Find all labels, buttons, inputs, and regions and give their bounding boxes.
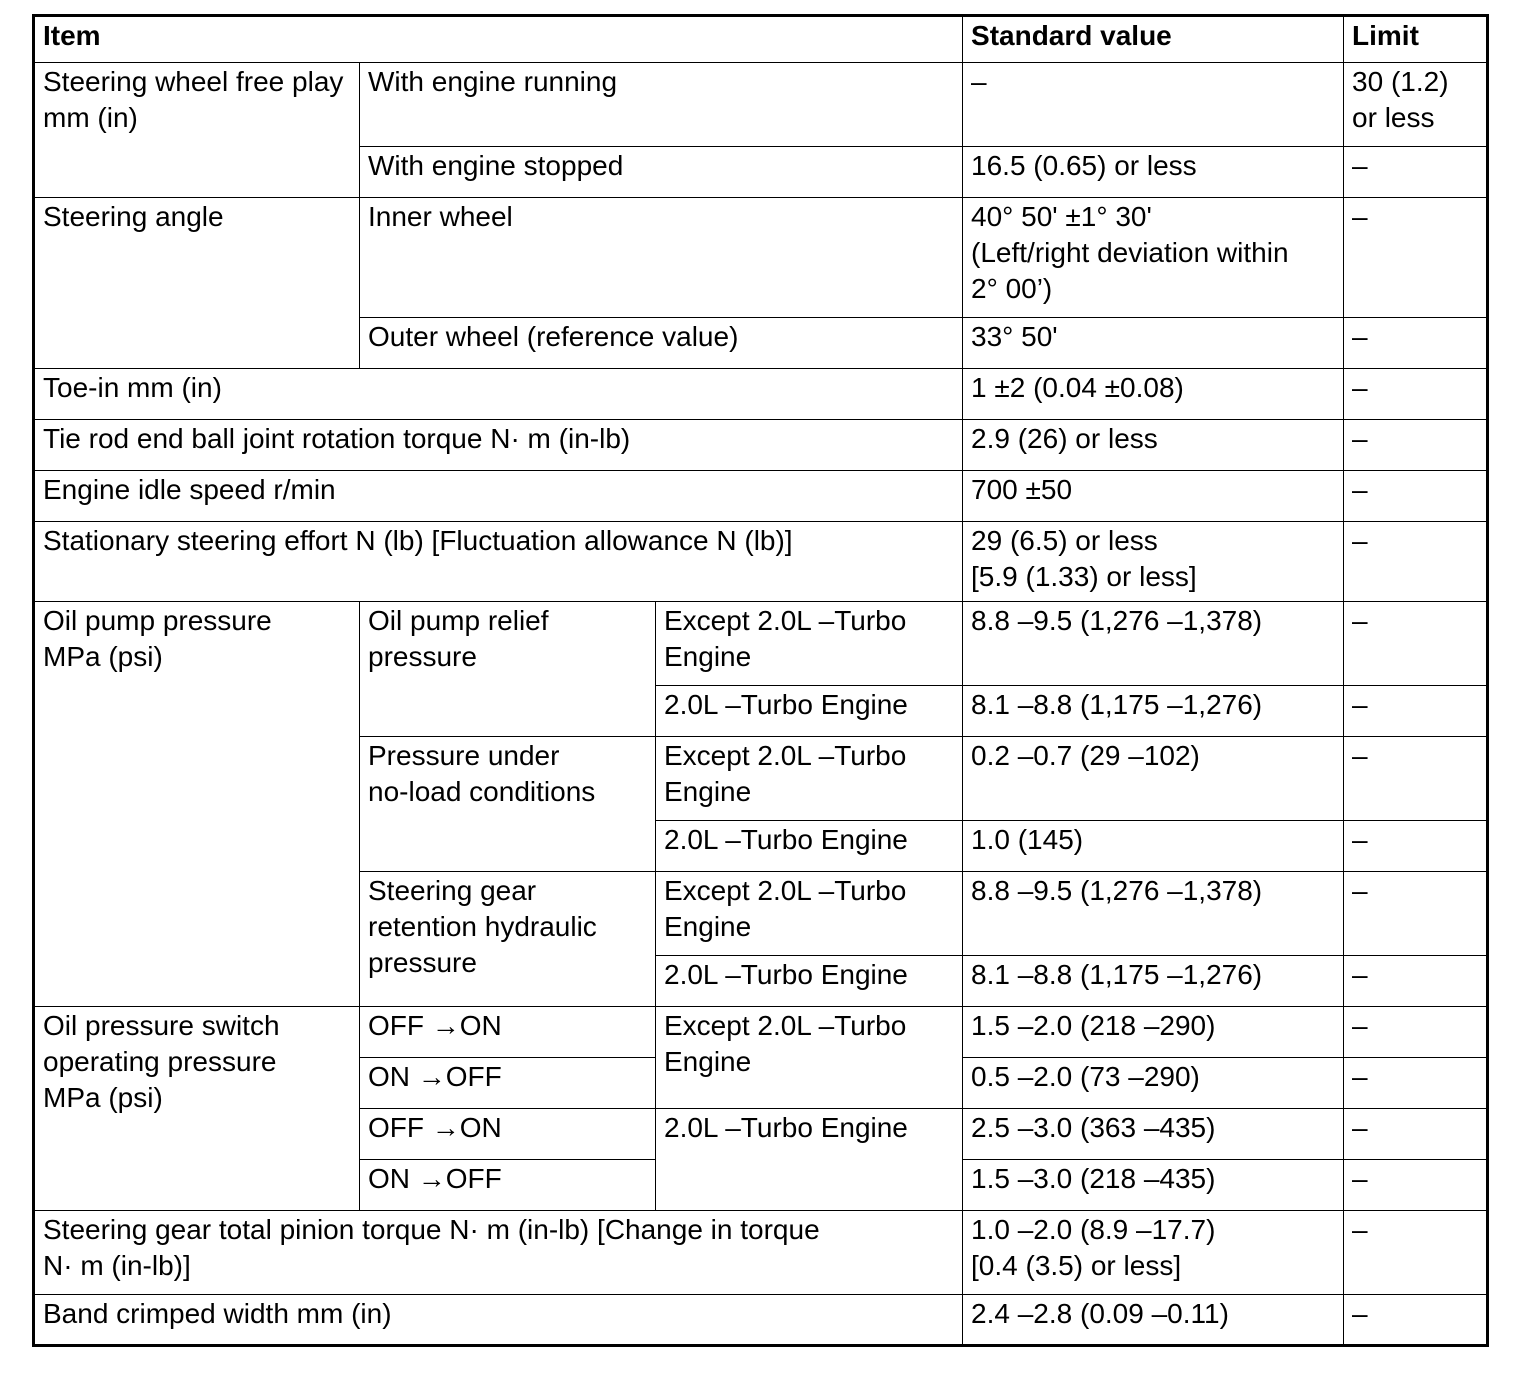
limit-value: – <box>1344 147 1488 198</box>
sub-item-no-load-pressure: Pressure under no-load conditions <box>360 737 656 872</box>
standard-value: 40° 50' ±1° 30' (Left/right deviation within 2° 00’) <box>963 198 1344 318</box>
limit-value: – <box>1344 198 1488 318</box>
table-row <box>34 1295 1488 1346</box>
item-tie-rod-torque: Tie rod end ball joint rotation torque N· m (in-lb) <box>34 420 963 471</box>
sub-item-relief-pressure: Oil pump relief pressure <box>360 602 656 737</box>
engine-except-turbo: Except 2.0L –Turbo Engine <box>656 737 963 821</box>
standard-value: 1.5 –3.0 (218 –435) <box>963 1160 1344 1211</box>
standard-value: 16.5 (0.65) or less <box>963 147 1344 198</box>
engine-turbo: 2.0L –Turbo Engine <box>656 956 963 1007</box>
item-band-crimped-width: Band crimped width mm (in) <box>34 1295 963 1346</box>
limit-value: – <box>1344 1160 1488 1211</box>
item-toe-in: Toe-in mm (in) <box>34 369 963 420</box>
standard-value: 8.1 –8.8 (1,175 –1,276) <box>963 686 1344 737</box>
limit-value: – <box>1344 686 1488 737</box>
engine-turbo: 2.0L –Turbo Engine <box>656 821 963 872</box>
limit-value: – <box>1344 872 1488 956</box>
standard-value: 2.5 –3.0 (363 –435) <box>963 1109 1344 1160</box>
item-steering-effort: Stationary steering effort N (lb) [Fluctuation allowance N (lb)] <box>34 522 963 602</box>
switch-off-to-on: OFF →ON <box>360 1109 656 1160</box>
standard-value: 8.8 –9.5 (1,276 –1,378) <box>963 872 1344 956</box>
standard-value: 0.5 –2.0 (73 –290) <box>963 1058 1344 1109</box>
standard-value: 1.0 –2.0 (8.9 –17.7) [0.4 (3.5) or less] <box>963 1211 1344 1295</box>
limit-value: – <box>1344 1007 1488 1058</box>
standard-value: 8.8 –9.5 (1,276 –1,378) <box>963 602 1344 686</box>
engine-except-turbo: Except 2.0L –Turbo Engine <box>656 872 963 956</box>
item-steering-angle: Steering angle <box>34 198 360 369</box>
standard-value: 1 ±2 (0.04 ±0.08) <box>963 369 1344 420</box>
limit-value: – <box>1344 602 1488 686</box>
standard-value: – <box>963 63 1344 147</box>
limit-value: – <box>1344 956 1488 1007</box>
limit-value: – <box>1344 821 1488 872</box>
item-oil-pressure-switch: Oil pressure switch operating pressure MPa (psi) <box>34 1007 360 1211</box>
item-oil-pump-pressure: Oil pump pressure MPa (psi) <box>34 602 360 1007</box>
sub-item-retention-pressure: Steering gear retention hydraulic pressure <box>360 872 656 1007</box>
limit-value: – <box>1344 1295 1488 1346</box>
engine-except-turbo: Except 2.0L –Turbo Engine <box>656 602 963 686</box>
sub-item-outer-wheel: Outer wheel (reference value) <box>360 318 963 369</box>
header-row <box>34 16 1488 63</box>
item-pinion-torque: Steering gear total pinion torque N· m (in-lb) [Change in torque N· m (in-lb)] <box>34 1211 963 1295</box>
table-row <box>34 198 1488 318</box>
limit-value: 30 (1.2) or less <box>1344 63 1488 147</box>
header-standard-value: Standard value <box>963 16 1344 63</box>
limit-value: – <box>1344 1058 1488 1109</box>
limit-value: – <box>1344 1211 1488 1295</box>
standard-value: 1.0 (145) <box>963 821 1344 872</box>
table-row <box>34 522 1488 602</box>
engine-except-turbo: Except 2.0L –Turbo Engine <box>656 1007 963 1109</box>
table-row <box>34 1211 1488 1295</box>
limit-value: – <box>1344 369 1488 420</box>
header-limit: Limit <box>1344 16 1488 63</box>
standard-value: 8.1 –8.8 (1,175 –1,276) <box>963 956 1344 1007</box>
sub-item-engine-running: With engine running <box>360 63 963 147</box>
sub-item-engine-stopped: With engine stopped <box>360 147 963 198</box>
standard-value: 0.2 –0.7 (29 –102) <box>963 737 1344 821</box>
item-free-play: Steering wheel free play mm (in) <box>34 63 360 198</box>
engine-turbo: 2.0L –Turbo Engine <box>656 686 963 737</box>
standard-value: 29 (6.5) or less [5.9 (1.33) or less] <box>963 522 1344 602</box>
item-engine-idle-speed: Engine idle speed r/min <box>34 471 963 522</box>
switch-on-to-off: ON →OFF <box>360 1058 656 1109</box>
table-row <box>34 602 1488 686</box>
switch-off-to-on: OFF →ON <box>360 1007 656 1058</box>
table-row <box>34 369 1488 420</box>
table-row <box>34 63 1488 147</box>
specification-table <box>32 14 1489 1347</box>
sub-item-inner-wheel: Inner wheel <box>360 198 963 318</box>
standard-value: 2.4 –2.8 (0.09 –0.11) <box>963 1295 1344 1346</box>
table-row <box>34 420 1488 471</box>
engine-turbo: 2.0L –Turbo Engine <box>656 1109 963 1211</box>
limit-value: – <box>1344 1109 1488 1160</box>
switch-on-to-off: ON →OFF <box>360 1160 656 1211</box>
limit-value: – <box>1344 522 1488 602</box>
limit-value: – <box>1344 471 1488 522</box>
standard-value: 33° 50' <box>963 318 1344 369</box>
standard-value: 1.5 –2.0 (218 –290) <box>963 1007 1344 1058</box>
table-row <box>34 1007 1488 1058</box>
table-row <box>34 471 1488 522</box>
limit-value: – <box>1344 318 1488 369</box>
standard-value: 700 ±50 <box>963 471 1344 522</box>
limit-value: – <box>1344 420 1488 471</box>
standard-value: 2.9 (26) or less <box>963 420 1344 471</box>
limit-value: – <box>1344 737 1488 821</box>
header-item: Item <box>34 16 963 63</box>
